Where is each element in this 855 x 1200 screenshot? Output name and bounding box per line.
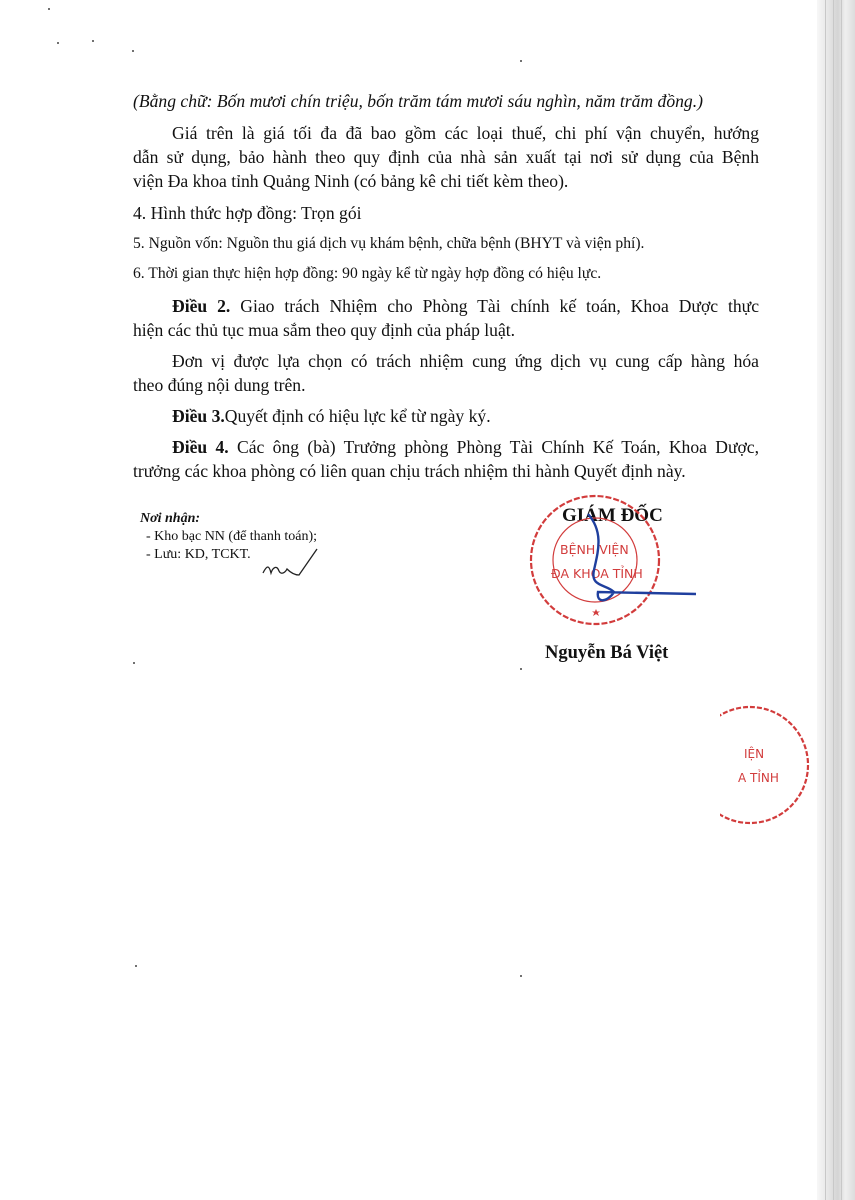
stamp-star-icon <box>592 609 600 616</box>
article-4-line-2: trưởng các khoa phòng có liên quan chịu trách nhiệm thi hành Quyết định này. <box>133 461 686 481</box>
article-4-label: Điều 4. <box>172 437 229 457</box>
article-2-line-1 <box>172 296 759 316</box>
article-3-text: Quyết định có hiệu lực kể từ ngày ký. <box>224 406 491 426</box>
article-2-label: Điều 2. <box>172 296 231 316</box>
funding-source: 5. Nguồn vốn: Nguồn thu giá dịch vụ khám bệnh, chữa bệnh (BHYT và viện phí). <box>133 235 645 252</box>
article-2-text: Giao trách Nhiệm cho Phòng Tài chính kế toán, Khoa Dược thực <box>230 296 760 316</box>
price-note-line-2: dẫn sử dụng, bảo hành theo quy định của nhà sản xuất tại nơi sử dụng của Bệnh <box>133 147 759 167</box>
recipient-item: - Kho bạc NN (để thanh toán); <box>146 529 318 544</box>
signer-name: Nguyễn Bá Việt <box>545 643 669 663</box>
initials-scribble <box>255 545 325 580</box>
price-note-line-3: viện Đa khoa tỉnh Quảng Ninh (có bảng kê chi tiết kèm theo). <box>133 171 569 191</box>
price-note-line-1: Giá trên là giá tối đa đã bao gồm các loại thuế, chi phí vận chuyển, hướng <box>172 123 759 143</box>
contract-type: 4. Hình thức hợp đồng: Trọn gói <box>133 203 362 223</box>
article-3-label: Điều 3. <box>172 406 225 426</box>
recipients-heading: Nơi nhận: <box>140 511 201 526</box>
supplier-note-line-2: theo đúng nội dung trên. <box>133 375 306 395</box>
official-stamp <box>518 492 698 632</box>
scan-speck <box>92 40 94 42</box>
contract-duration: 6. Thời gian thực hiện hợp đồng: 90 ngày kể từ ngày hợp đồng có hiệu lực. <box>133 265 602 282</box>
edge-seal-text-1: IỆN <box>744 747 765 761</box>
supplier-note-line-1: Đơn vị được lựa chọn có trách nhiệm cung ứng dịch vụ cung cấp hàng hóa <box>172 351 759 371</box>
article-3 <box>172 406 491 426</box>
scan-speck <box>135 965 137 967</box>
stamp-text-line-2: ĐA KHOA TỈNH <box>551 566 643 581</box>
scan-speck <box>57 42 59 44</box>
stamp-text-line-1: BỆNH VIỆN <box>560 542 629 557</box>
edge-seal-text-2: A TỈNH <box>738 771 779 785</box>
scan-edge-shadow <box>817 0 855 1200</box>
scan-speck <box>133 662 135 664</box>
recipient-item: - Lưu: KD, TCKT. <box>146 547 251 562</box>
edge-seal-partial <box>720 690 810 840</box>
scan-speck <box>520 60 522 62</box>
scan-speck <box>48 8 50 10</box>
article-4-line-1 <box>172 437 759 457</box>
scan-speck <box>520 668 522 670</box>
amount-in-words: (Bằng chữ: Bốn mươi chín triệu, bốn trăm tám mươi sáu nghìn, năm trăm đồng.) <box>133 91 703 111</box>
director-signature <box>588 514 696 600</box>
article-2-line-2: hiện các thủ tục mua sắm theo quy định của pháp luật. <box>133 320 516 340</box>
signature-title: GIÁM ĐỐC <box>562 505 663 526</box>
article-4-text: Các ông (bà) Trưởng phòng Phòng Tài Chính Kế Toán, Khoa Dược, <box>228 437 759 457</box>
scan-speck <box>520 975 522 977</box>
scan-speck <box>132 50 134 52</box>
